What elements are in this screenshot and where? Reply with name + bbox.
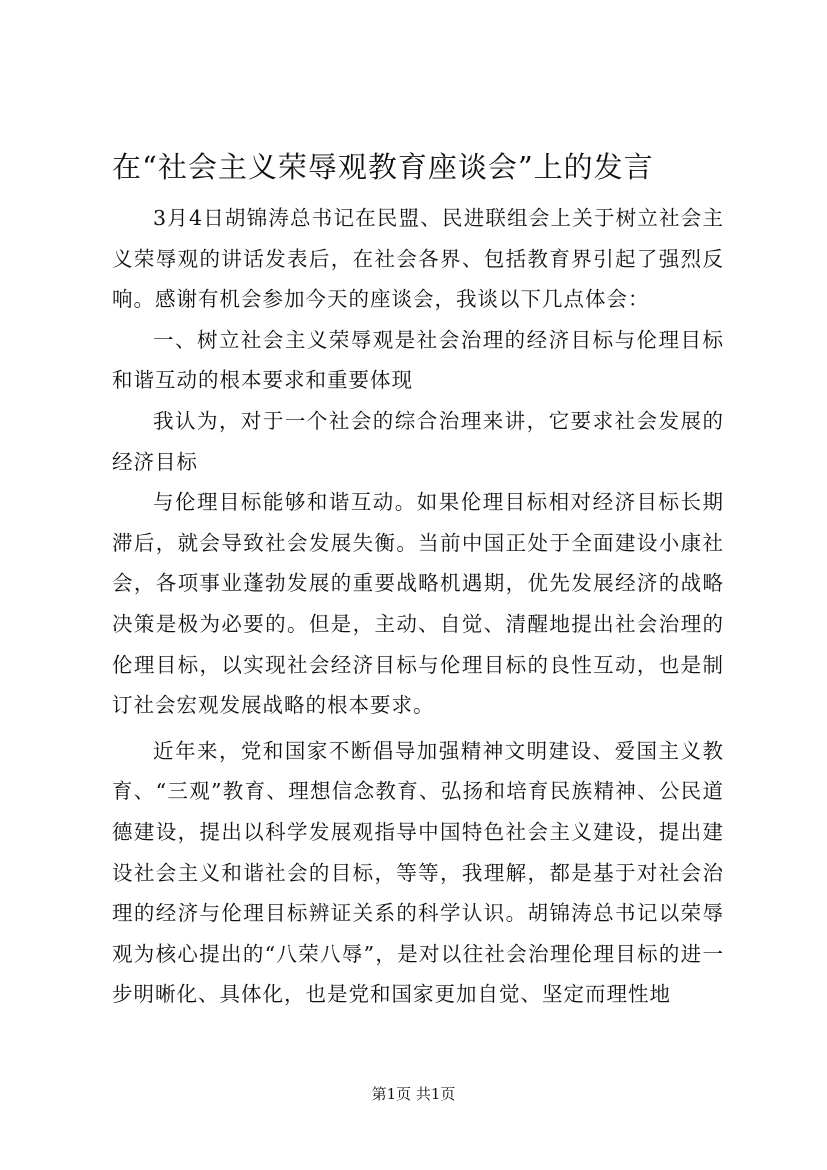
paragraph-opinion: 我认为，对于一个社会的综合治理来讲，它要求社会发展的经济目标 [112, 408, 724, 474]
paragraph-recent-years: 近年来，党和国家不断倡导加强精神文明建设、爱国主义教育、“三观”教育、理想信念教育、弘扬和培育民族精神、公民道德建设，提出以科学发展观指导中国特色社会主义建设，提出建设社会主义和谐社会的目标，等等，我理解，都是基于对社会治理的经济与伦理目标辨证关系的科学认识。胡锦涛总书记以荣辱观为核心提出的“八荣八辱”，是对以往社会治理伦理目标的进一步明晰化、具体化，也是党和国家更加自觉、坚定而理性地 [112, 738, 724, 1007]
document-title: 在“社会主义荣辱观教育座谈会”上的发言 [112, 150, 654, 184]
page-number-footer: 第1页 共1页 [371, 1085, 456, 1103]
paragraph-heading-one: 一、树立社会主义荣辱观是社会治理的经济目标与伦理目标和谐互动的根本要求和重要体现 [112, 327, 724, 393]
document-body [112, 198, 724, 1015]
paragraph-ethics-goal: 与伦理目标能够和谐互动。如果伦理目标相对经济目标长期滞后，就会导致社会发展失衡。当前中国正处于全面建设小康社会，各项事业蓬勃发展的重要战略机遇期，优先发展经济的战略决策是极为必要的。但是，主动、自觉、清醒地提出社会治理的伦理目标，以实现社会经济目标与伦理目标的良性互动，也是制订社会宏观发展战略的根本要求。 [112, 490, 724, 718]
paragraph-intro: 3月4日胡锦涛总书记在民盟、民进联组会上关于树立社会主义荣辱观的讲话发表后，在社会各界、包括教育界引起了强烈反响。感谢有机会参加今天的座谈会，我谈以下几点体会： [112, 206, 724, 312]
